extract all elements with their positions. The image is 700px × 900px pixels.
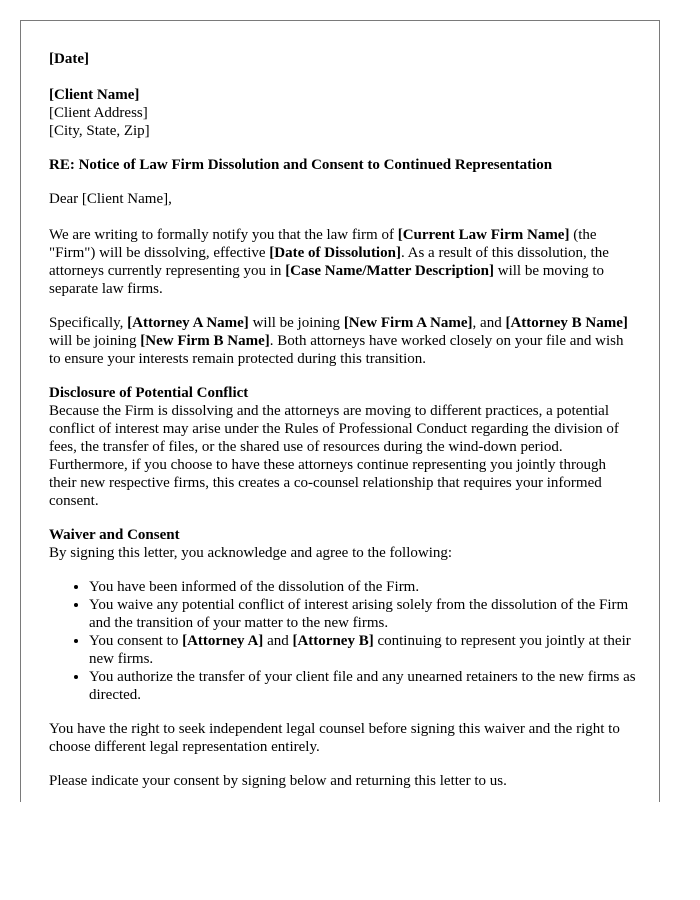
waiver-item: • You waive any potential conflict of interest arising solely from the dissolution of the Firm and the transition of your matter to the new firms. [89, 596, 637, 632]
subject-line: RE: Notice of Law Firm Dissolution and Consent to Continued Representation [49, 157, 553, 173]
waiver-section [49, 526, 637, 704]
recipient-name: [Client Name] [49, 87, 140, 103]
letter-date: [Date] [49, 51, 89, 67]
disclosure-body: Because the Firm is dissolving and the attorneys are moving to different practices, a potential conflict of interest may arise under the Rules of Professional Conduct regarding the division of fees, the transfer of files, or the shared use of resources during the wind-down period. Furthermore, if you choose to have these attorneys continue representing you jointly through their new respective firms, this creates a co-counsel relationship that requires your informed consent. [49, 403, 619, 509]
waiver-item-text: continuing to represent you jointly at their new firms. [89, 633, 631, 667]
specifics-paragraph [49, 314, 637, 368]
attorney-a-placeholder: [Attorney A Name] [127, 315, 249, 331]
waiver-item-text: and [263, 633, 293, 649]
letter-page [20, 20, 660, 802]
waiver-item: • You have been informed of the dissolution of the Firm. [89, 578, 637, 596]
waiver-item-text: You consent to [89, 633, 183, 649]
disclosure-heading: Disclosure of Potential Conflict [49, 385, 249, 401]
rights-paragraph: You have the right to seek independent legal counsel before signing this waiver and the right to choose different legal representation entirely. [49, 721, 620, 755]
intro-text: will be moving to separate law firms. [49, 263, 605, 297]
waiver-item: • You authorize the transfer of your client file and any unearned retainers to the new firms as directed. [89, 668, 637, 704]
intro-text: . As a result of this dissolution, the attorneys currently representing you in [49, 245, 609, 279]
letter-content [49, 50, 637, 790]
firm-b-placeholder: [New Firm B Name] [140, 333, 270, 349]
firm-a-placeholder: [New Firm A Name] [343, 315, 473, 331]
attorney-b-placeholder: [Attorney B Name] [505, 315, 628, 331]
specifics-text: will be joining [49, 333, 141, 349]
intro-text: (the "Firm") will be dissolving, effective [49, 227, 597, 261]
waiver-intro: By signing this letter, you acknowledge and agree to the following: [49, 545, 453, 561]
recipient-block [49, 86, 637, 140]
recipient-address: [Client Address] [49, 105, 148, 121]
recipient-city-state-zip: [City, State, Zip] [49, 123, 150, 139]
disclosure-section [49, 384, 637, 510]
matter-placeholder: [Case Name/Matter Description] [285, 263, 495, 279]
attorney-b-placeholder: [Attorney B] [292, 633, 374, 649]
specifics-text: , and [472, 315, 506, 331]
specifics-text: will be joining [248, 315, 344, 331]
waiver-list [49, 578, 637, 704]
closing-instruction: Please indicate your consent by signing below and returning this letter to us. [49, 773, 507, 789]
salutation: Dear [Client Name], [49, 191, 172, 207]
intro-paragraph [49, 226, 637, 298]
firm-name-placeholder: [Current Law Firm Name] [397, 227, 570, 243]
specifics-text: . Both attorneys have worked closely on your file and wish to ensure your interests remain protected during this transition. [49, 333, 624, 367]
waiver-heading: Waiver and Consent [49, 527, 180, 543]
dissolution-date-placeholder: [Date of Dissolution] [269, 245, 401, 261]
specifics-text: Specifically, [49, 315, 128, 331]
waiver-item [89, 632, 637, 668]
intro-text: We are writing to formally notify you that the law firm of [49, 227, 398, 243]
attorney-a-placeholder: [Attorney A] [182, 633, 264, 649]
